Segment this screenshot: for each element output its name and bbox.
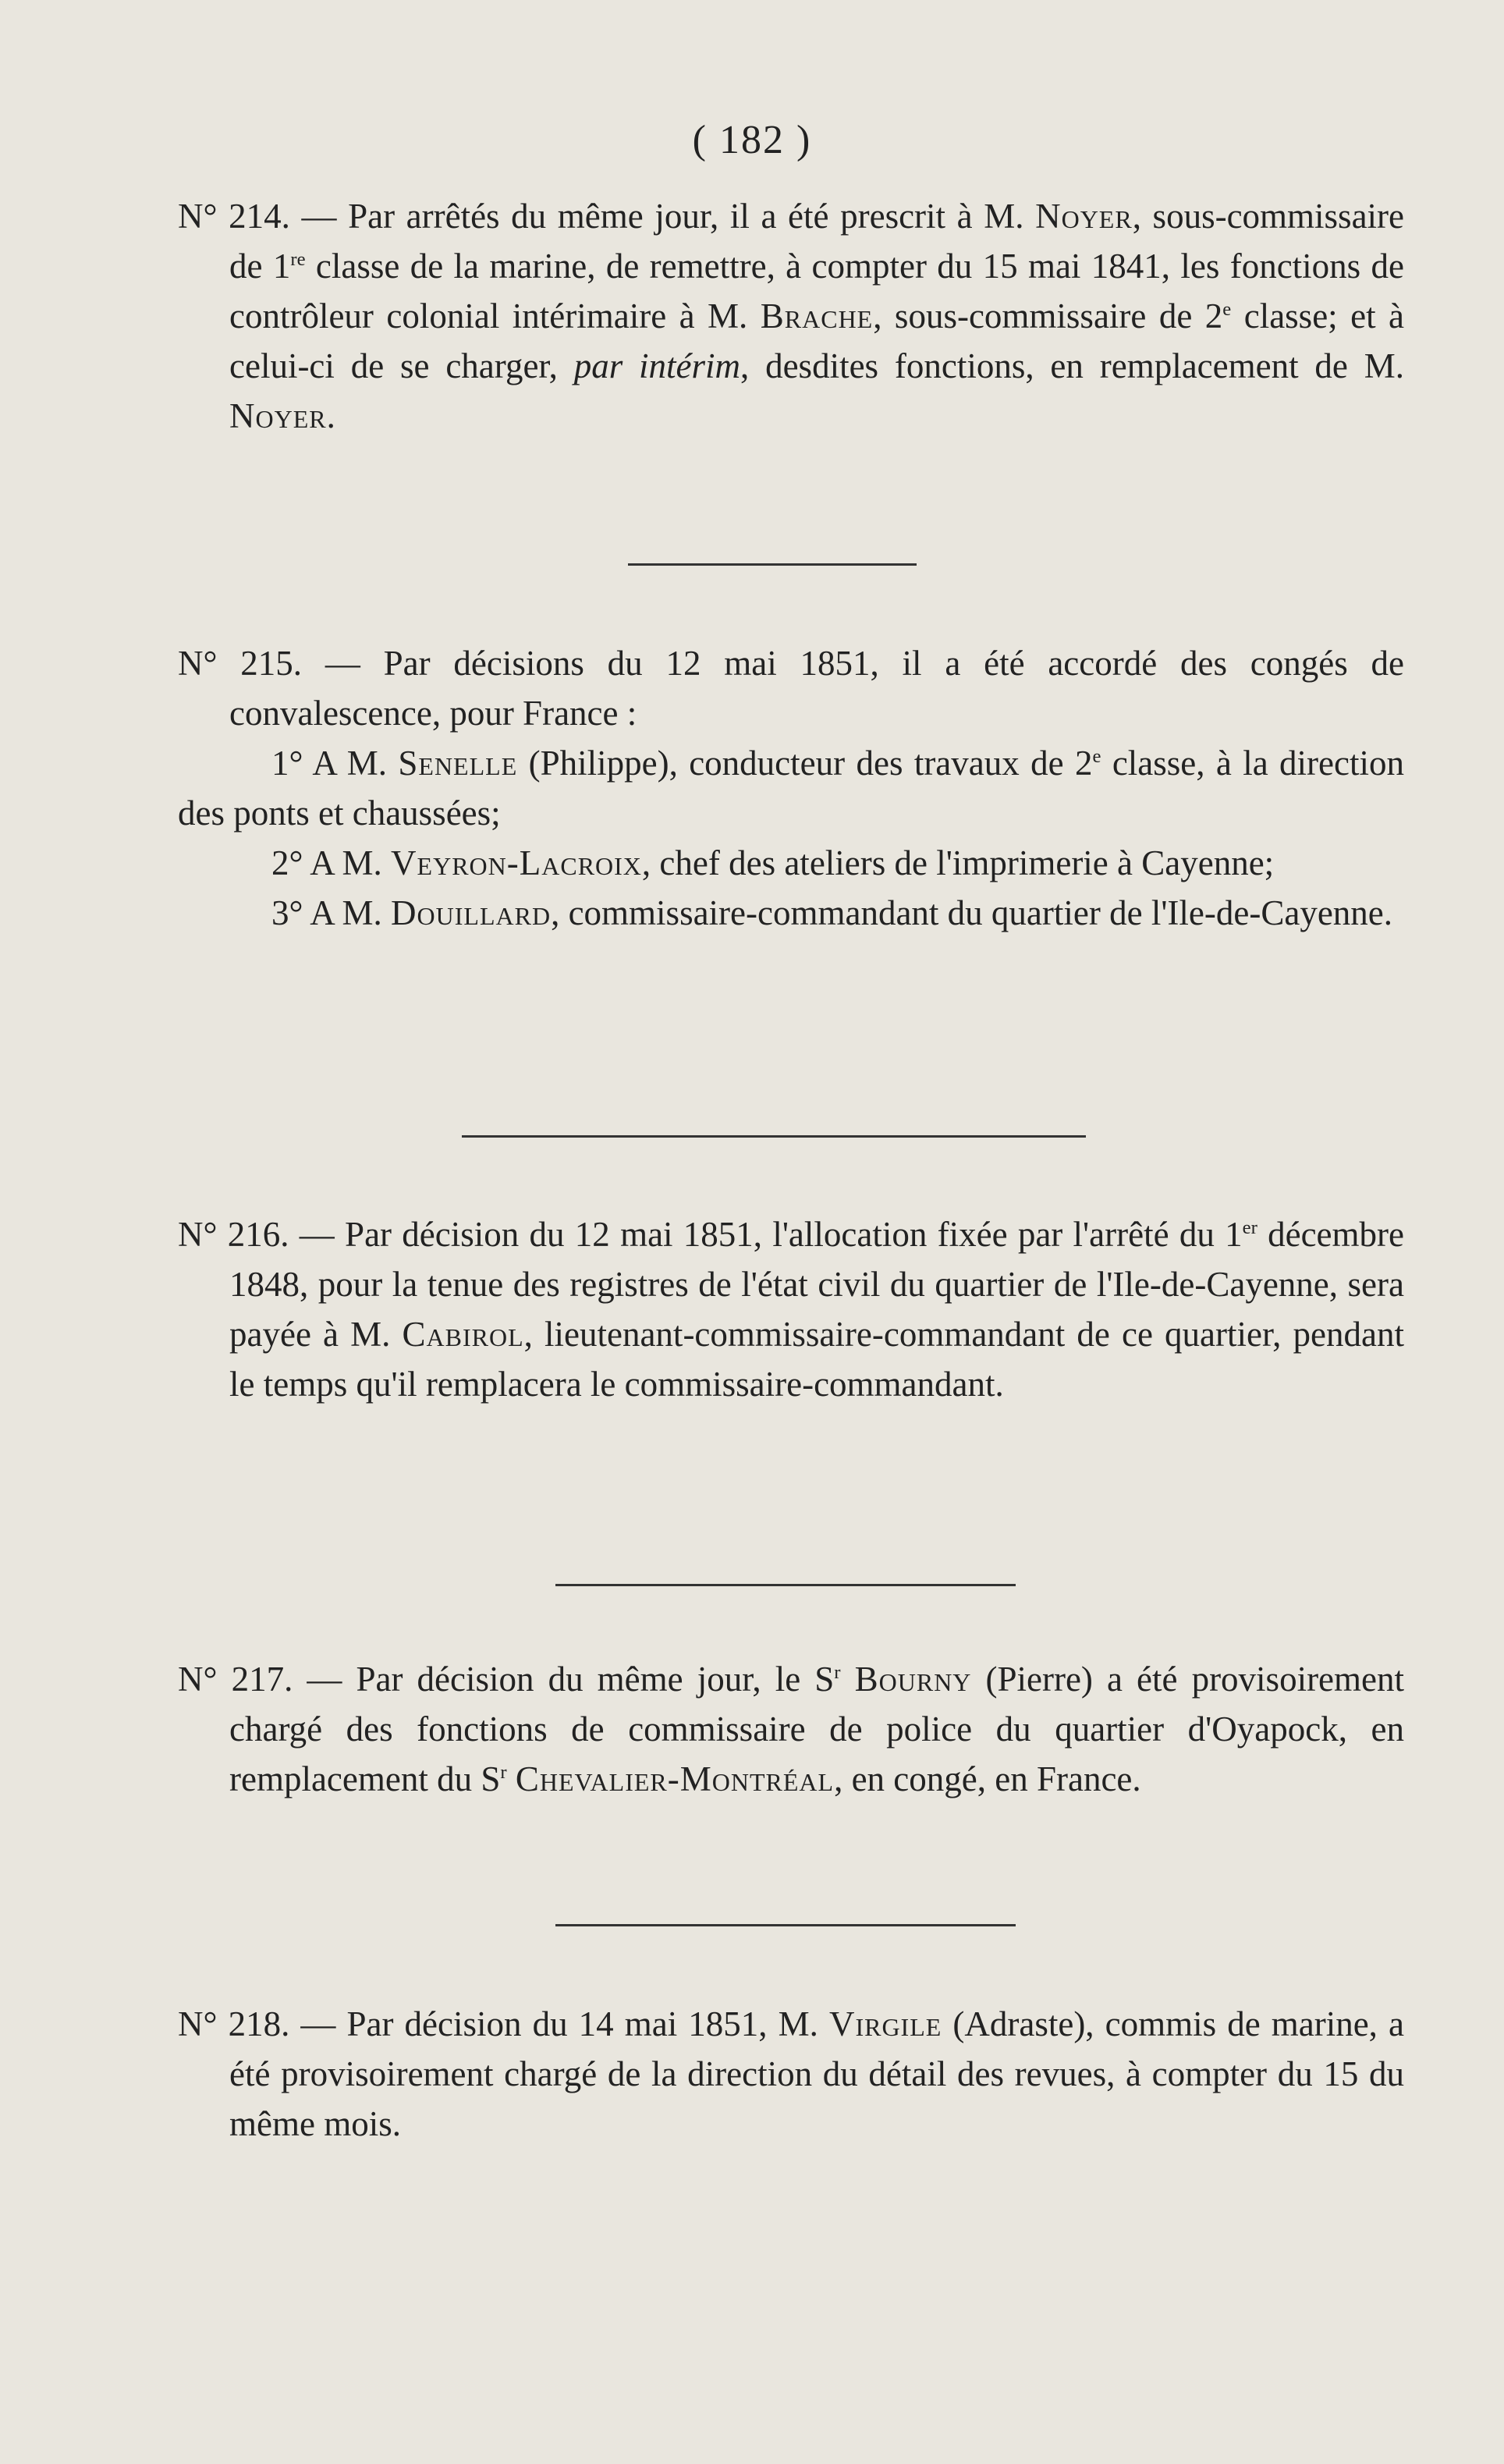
superscript: re bbox=[290, 249, 306, 270]
entry-text bbox=[507, 1759, 516, 1798]
entry-paragraph bbox=[178, 638, 1404, 738]
entry-text: , en congé, en France. bbox=[834, 1759, 1141, 1798]
entry-text: — Par décision du 12 mai 1851, l'allocation fixée par l'arrêté du 1 bbox=[289, 1215, 1243, 1254]
entry-text: , desdites fonctions, en remplacement de M. bbox=[740, 346, 1404, 385]
entry-text: — Par décision du 14 mai 1851, M. bbox=[289, 2004, 829, 2043]
entry-text: classe; et à celui-ci de se charger, bbox=[229, 296, 1405, 385]
entry-text: (Philippe), conducteur des travaux de 2 bbox=[517, 744, 1093, 783]
separator-rule bbox=[628, 563, 917, 566]
entry-paragraph bbox=[178, 191, 1404, 441]
entry-paragraph bbox=[178, 1999, 1404, 2149]
person-name: Brache bbox=[760, 296, 874, 336]
entry-paragraph bbox=[178, 1209, 1404, 1409]
separator-rule bbox=[462, 1135, 1086, 1138]
superscript: e bbox=[1222, 299, 1232, 320]
person-name: Cabirol bbox=[402, 1315, 524, 1354]
superscript: r bbox=[834, 1662, 841, 1683]
person-name: Veyron-Lacroix bbox=[391, 843, 642, 882]
person-name: Noyer bbox=[229, 396, 327, 435]
person-name: Chevalier-Montréal bbox=[515, 1759, 835, 1798]
item-prefix: 3° A M. bbox=[271, 893, 392, 932]
list-item bbox=[178, 738, 1404, 838]
item-prefix: 1° A M. bbox=[271, 744, 399, 783]
entry-number: N° 215. bbox=[178, 644, 303, 683]
person-name: Senelle bbox=[398, 744, 518, 783]
entry-217 bbox=[178, 1654, 1404, 1804]
page-number: ( 182 ) bbox=[692, 118, 812, 162]
entry-text: (Adraste), commis de marine, a été provisoirement chargé de la direction du détail des revues, à compter du 15 du même mois. bbox=[229, 2004, 1404, 2143]
entry-text: , sous-commissaire de 1 bbox=[229, 197, 1405, 286]
separator-rule bbox=[555, 1584, 1016, 1586]
item-prefix: 2° A M. bbox=[271, 843, 392, 882]
entry-text bbox=[841, 1660, 855, 1699]
italic-text: par intérim bbox=[573, 346, 741, 385]
superscript: r bbox=[500, 1762, 507, 1783]
person-name: Virgile bbox=[828, 2004, 942, 2043]
entry-text: , chef des ateliers de l'imprimerie à Cayenne; bbox=[641, 843, 1275, 882]
entry-text: décembre 1848, pour la tenue des registres de l'état civil du quartier de l'Ile-de-Cayenne, sera payée à M. bbox=[229, 1215, 1404, 1354]
superscript: e bbox=[1092, 746, 1101, 767]
entry-number: N° 216. bbox=[178, 1215, 289, 1254]
entry-216 bbox=[178, 1209, 1404, 1409]
person-name: Douillard bbox=[391, 893, 552, 932]
entry-number: N° 214. bbox=[178, 197, 290, 236]
entry-text: . bbox=[326, 396, 335, 435]
person-name: Noyer bbox=[1035, 197, 1133, 236]
entry-text: — Par arrêtés du même jour, il a été prescrit à M. bbox=[289, 197, 1036, 236]
entry-text: — Par décision du même jour, le S bbox=[293, 1660, 835, 1699]
entry-text: , commissaire-commandant du quartier de l'Ile-de-Cayenne. bbox=[551, 893, 1393, 932]
entry-number: N° 218. bbox=[178, 2004, 290, 2043]
list-item bbox=[178, 838, 1404, 888]
entry-paragraph bbox=[178, 1654, 1404, 1804]
superscript: er bbox=[1242, 1217, 1257, 1238]
entry-text: , lieutenant-commissaire-commandant de ce quartier, pendant le temps qu'il remplacera le commissaire-commandant. bbox=[229, 1315, 1404, 1404]
entry-text: classe de la marine, de remettre, à compter du 15 mai 1841, les fonctions de contrôleur colonial intérimaire à M. bbox=[229, 247, 1404, 336]
entry-text: , sous-commissaire de 2 bbox=[873, 296, 1223, 336]
person-name: Bourny bbox=[854, 1660, 972, 1699]
list-item bbox=[178, 888, 1404, 938]
entry-214 bbox=[178, 191, 1404, 441]
entry-text: (Pierre) a été provisoirement chargé des fonctions de commissaire de police du quartier d'Oyapock, en remplacement du S bbox=[229, 1660, 1405, 1798]
entry-215 bbox=[178, 638, 1404, 938]
entry-218 bbox=[178, 1999, 1404, 2149]
entry-text: classe, à la direction des ponts et chaussées; bbox=[178, 744, 1404, 833]
entry-text: — Par décisions du 12 mai 1851, il a été accordé des congés de convalescence, pour France : bbox=[229, 644, 1404, 733]
entry-number: N° 217. bbox=[178, 1660, 293, 1699]
separator-rule bbox=[555, 1924, 1016, 1926]
